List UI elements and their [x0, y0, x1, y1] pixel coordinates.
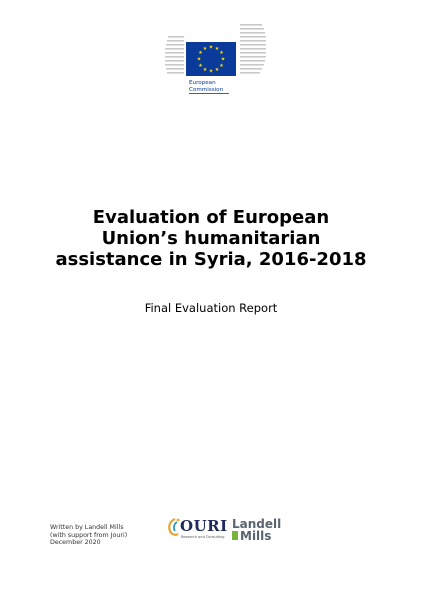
jouri-logo-text: OURI — [180, 517, 228, 535]
ec-logo-line2: Commission — [189, 87, 224, 93]
credit-line: (with support from Jouri) — [50, 531, 128, 539]
svg-text:★: ★ — [208, 44, 214, 51]
landell-mills-mark-icon — [232, 531, 238, 540]
landell-mills-logo — [232, 518, 282, 544]
svg-text:★: ★ — [220, 56, 226, 63]
jouri-logo — [166, 517, 230, 543]
landell-mills-line2: Mills — [240, 529, 272, 543]
svg-text:★: ★ — [214, 46, 220, 52]
svg-text:★: ★ — [214, 67, 220, 73]
document-title-line: assistance in Syria, 2016-2018 — [55, 249, 367, 270]
jouri-logo-tagline: Research and Consulting — [181, 535, 225, 539]
svg-text:★: ★ — [202, 46, 208, 52]
credit-line: Written by Landell Mills — [50, 524, 124, 531]
svg-text:★: ★ — [198, 63, 203, 69]
document-title — [20, 207, 402, 270]
svg-text:★: ★ — [202, 67, 208, 73]
svg-text:★: ★ — [219, 50, 224, 56]
author-credits — [50, 524, 127, 547]
document-subtitle: Final Evaluation Report — [144, 301, 278, 315]
ec-logo-line1: European — [189, 80, 216, 86]
european-commission-logo — [164, 22, 270, 98]
svg-text:★: ★ — [208, 68, 214, 75]
svg-text:★: ★ — [219, 63, 224, 69]
credit-line: December 2020 — [50, 539, 101, 547]
svg-text:★: ★ — [196, 56, 202, 63]
document-title-line: Evaluation of European — [92, 207, 330, 228]
landell-mills-line1: Landell — [232, 517, 282, 531]
svg-text:★: ★ — [198, 50, 203, 56]
document-title-line: Union’s humanitarian — [101, 228, 321, 249]
european-commission-logo-icon — [164, 22, 270, 98]
